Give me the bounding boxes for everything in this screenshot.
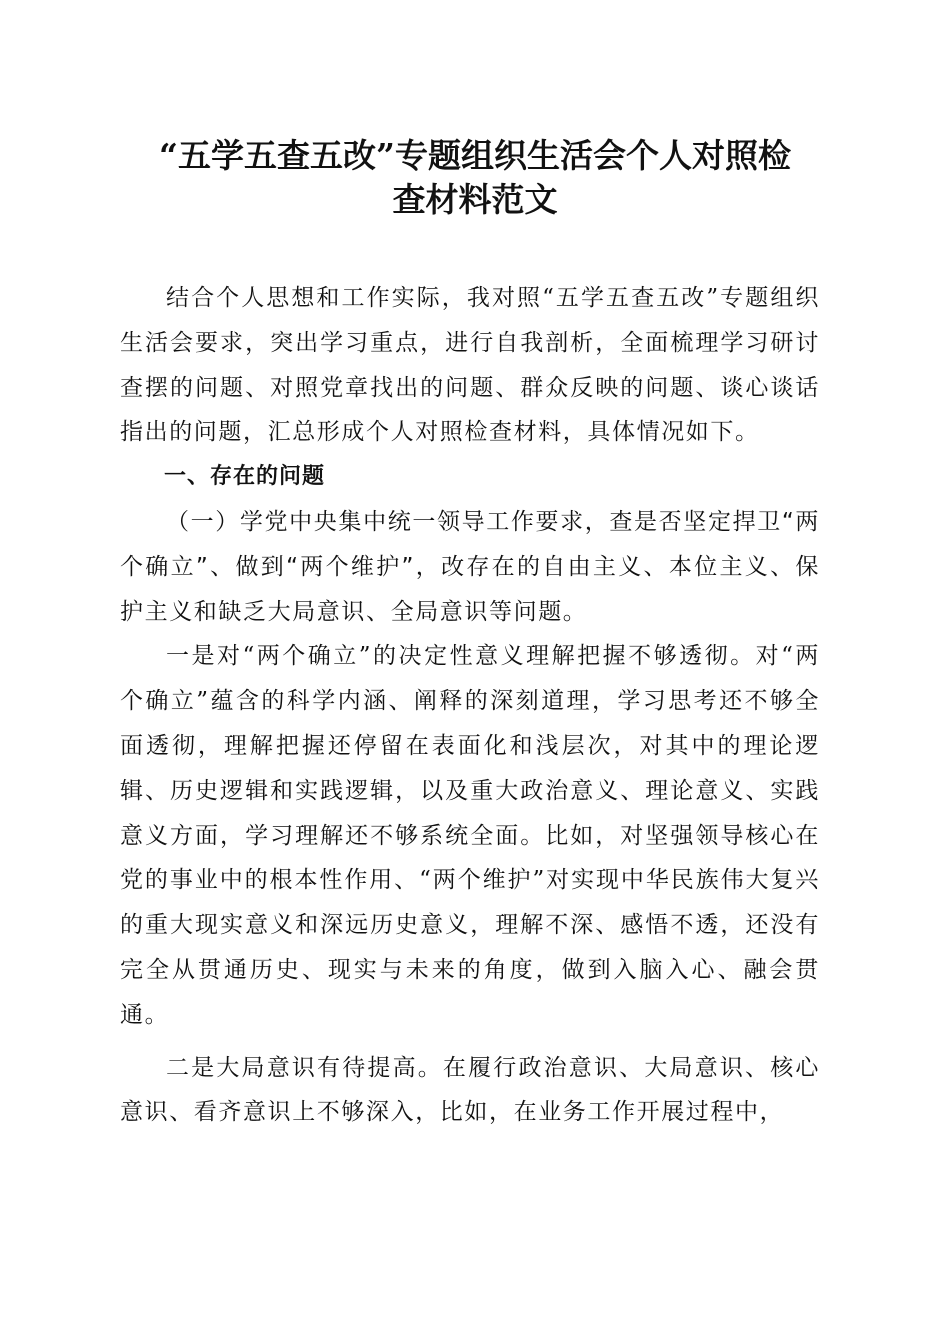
document-body [120,276,820,1135]
document-title [120,134,830,222]
title-line-2: 查材料范文 [392,180,558,219]
section-heading-problems: 一、存在的问题 [164,464,326,490]
point-2-paragraph: 二是大局意识有待提高。在履行政治意识、大局意识、核心意识、看齐意识上不够深入，比如，在业务工作开展过程中， [120,1054,820,1126]
intro-paragraph: 结合个人思想和工作实际，我对照“五学五查五改”专题组织生活会要求，突出学习重点，进行自我剖析，全面梳理学习研讨查摆的问题、对照党章找出的问题、群众反映的问题、谈心谈话指出的问题，汇总形成个人对照检查材料，具体情况如下。 [120,285,820,446]
title-line-1: “五学五查五改”专题组织生活会个人对照检 [159,136,791,175]
point-1-paragraph: 一是对“两个确立”的决定性意义理解把握不够透彻。对“两个确立”蕴含的科学内涵、阐释的深刻道理，学习思考还不够全面透彻，理解把握还停留在表面化和浅层次，对其中的理论逻辑、历史逻辑和实践逻辑，以及重大政治意义、理论意义、实践意义方面，学习理解还不够系统全面。比如，对坚强领导核心在党的事业中的根本性作用、“两个维护”对实现中华民族伟大复兴的重大现实意义和深远历史意义，理解不深、感悟不透，还没有完全从贯通历史、现实与未来的角度，做到入脑入心、融会贯通。 [120,643,820,1028]
subsection-1-paragraph: （一）学党中央集中统一领导工作要求，查是否坚定捍卫“两个确立”、做到“两个维护”，改存在的自由主义、本位主义、保护主义和缺乏大局意识、全局意识等问题。 [120,508,820,625]
